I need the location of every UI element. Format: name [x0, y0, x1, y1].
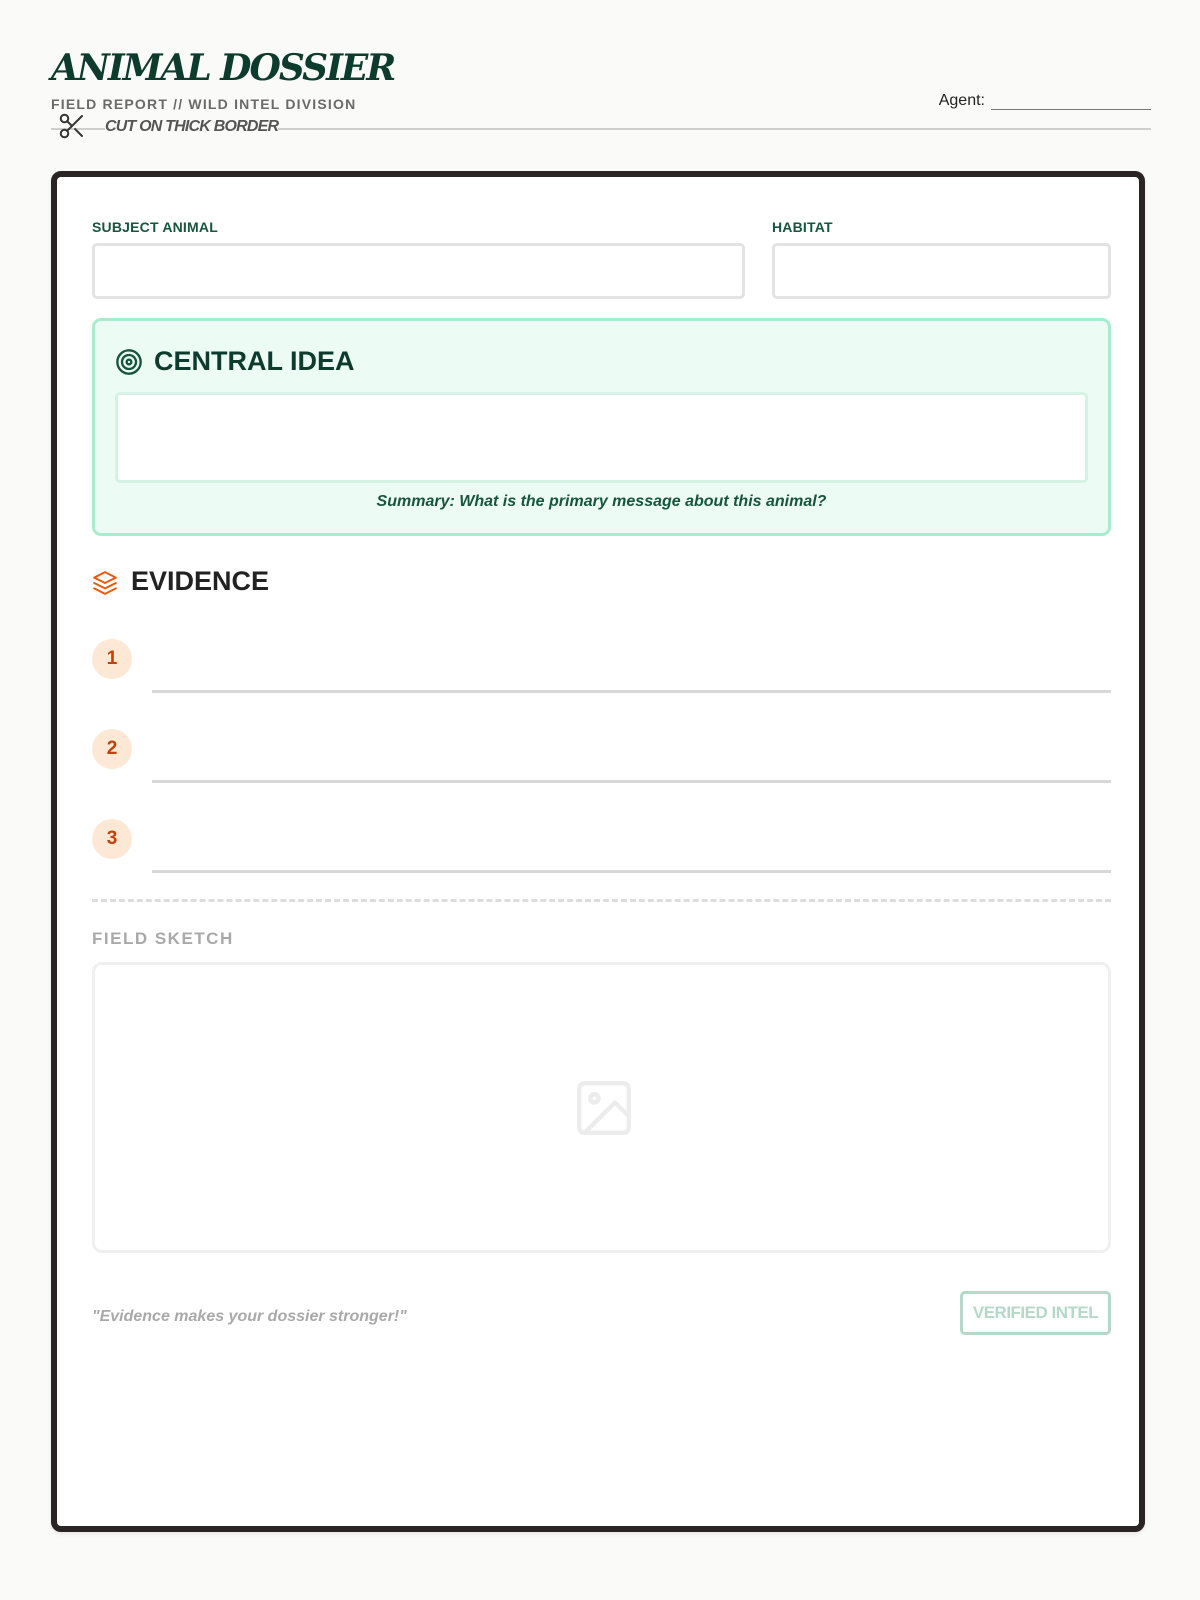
agent-label: Agent:: [938, 92, 985, 109]
habitat-label: HABITAT: [772, 219, 833, 235]
evidence-item: [92, 819, 1111, 879]
evidence-write-line[interactable]: [152, 870, 1111, 873]
evidence-number-badge: 3: [92, 819, 132, 859]
field-sketch-label: FIELD SKETCH: [92, 929, 234, 948]
central-idea-hint: Summary: What is the primary message about this animal?: [376, 493, 827, 510]
subject-animal-input[interactable]: [92, 243, 745, 299]
verified-intel-stamp: VERIFIED INTEL: [960, 1291, 1111, 1335]
page-subtitle: FIELD REPORT // WILD INTEL DIVISION: [51, 96, 357, 112]
field-sketch-area[interactable]: [92, 962, 1111, 1253]
target-icon: [115, 348, 143, 376]
evidence-item: [92, 639, 1111, 699]
evidence-write-line[interactable]: [152, 780, 1111, 783]
habitat-input[interactable]: [772, 243, 1111, 299]
evidence-write-line[interactable]: [152, 690, 1111, 693]
scissors-icon: [57, 111, 87, 141]
subject-animal-label: SUBJECT ANIMAL: [92, 219, 218, 235]
evidence-number-badge: 1: [92, 639, 132, 679]
layers-icon: [92, 570, 118, 596]
page-title: ANIMAL DOSSIER: [51, 47, 395, 89]
dossier-header: [51, 42, 1151, 142]
encouragement-quote: "Evidence makes your dossier stronger!": [92, 1308, 407, 1325]
central-idea-title: CENTRAL IDEA: [154, 346, 355, 376]
dossier-card: [51, 171, 1145, 1532]
section-divider: [92, 899, 1111, 902]
central-idea-panel: [92, 318, 1111, 536]
central-idea-input[interactable]: [115, 392, 1088, 483]
cut-instruction: CUT ON THICK BORDER: [105, 118, 279, 135]
evidence-number-badge: 2: [92, 729, 132, 769]
evidence-item: [92, 729, 1111, 789]
image-placeholder-icon: [571, 1075, 637, 1141]
agent-write-line[interactable]: [991, 95, 1151, 110]
agent-field: [939, 92, 1151, 110]
evidence-title: EVIDENCE: [131, 566, 270, 596]
